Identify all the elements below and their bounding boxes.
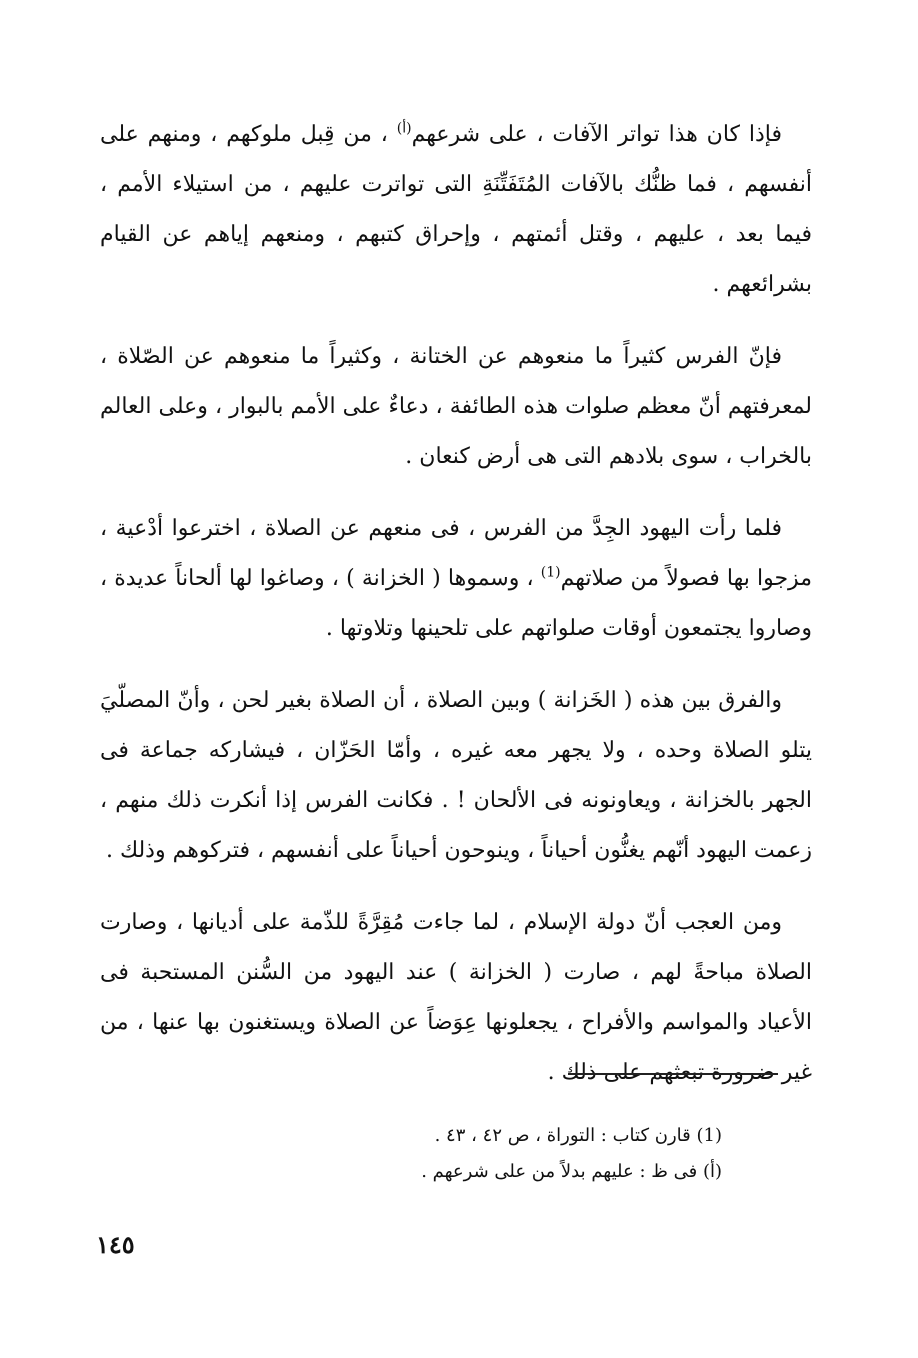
page-number: ١٤٥ <box>96 1230 135 1259</box>
paragraph-4 <box>100 676 812 876</box>
paragraph-5-text: ومن العجب أنّ دولة الإسلام ، لما جاءت مُقِرَّةً للذّمة على أديانها ، وصارت الصلاة مباحةً لهم ، صارت ( الخزانة ) عند اليهود من السُّنن المستحبة فى الأعياد والمواسم والأفراح ، يجعلونها عِوَضاً عن الصلاة ويستغنون بها عنها ، من غير ضرورة تبعثهم على ذلك . <box>100 910 812 1085</box>
paragraph-2 <box>100 332 812 482</box>
main-text <box>100 110 812 1120</box>
footnote-ref-1: (1) <box>540 564 561 581</box>
footnotes <box>300 1118 722 1190</box>
footnote-a <box>300 1154 722 1190</box>
paragraph-2-text: فإنّ الفرس كثيراً ما منعوهم عن الختانة ، وكثيراً ما منعوهم عن الصّلاة ، لمعرفتهم أنّ معظم صلوات هذه الطائفة ، دعاءٌ على الأمم بالبوار ، وعلى العالم بالخراب ، سوى بلادهم التى هى أرض كنعان . <box>100 344 812 469</box>
paragraph-1-after-note: ، من قِبل ملوكهم ، ومنهم على أنفسهم ، فما ظنُّك بالآفات المُتَفَتِّنَةِ التى تواترت عليهم ، من استيلاء الأمم ، فيما بعد ، عليهم ، وقتل أئمتهم ، وإحراق كتبهم ، ومنعهم إياهم عن القيام بشرائعهم . <box>100 122 812 297</box>
paragraph-1-before-note: فإذا كان هذا تواتر الآفات ، على شرعهم <box>411 122 782 147</box>
paragraph-5 <box>100 898 812 1098</box>
footnote-1-marker: (1) <box>696 1125 722 1146</box>
footnote-a-text: فى ظ : عليهم بدلاً من على شرعهم . <box>421 1161 698 1182</box>
footnote-ref-a: (أ) <box>396 120 412 137</box>
paragraph-3 <box>100 504 812 654</box>
paragraph-4-text: والفرق بين هذه ( الخَزانة ) وبين الصلاة ، أن الصلاة بغير لحن ، وأنّ المصلّيَ يتلو الصلاة وحده ، ولا يجهر معه غيره ، وأمّا الحَزّان ، فيشاركه جماعة فى الجهر بالخزانة ، ويعاونونه فى الألحان ! . فكانت الفرس إذا أنكرت ذلك منهم ، زعمت اليهود أنّهم يغنُّون أحياناً ، وينوحون أحياناً على أنفسهم ، فتركوهم وذلك . <box>100 688 812 863</box>
paragraph-3-before-note: فلما رأت اليهود الجِدَّ من الفرس ، فى منعهم عن الصلاة ، اخترعوا أدْعية ، مزجوا بها فصولاً من صلاتهم <box>100 516 812 591</box>
paragraph-3-after-note: ، وسموها ( الخزانة ) ، وصاغوا لها ألحاناً عديدة ، وصاروا يجتمعون أوقات صلواتهم على تلحينها وتلاوتها . <box>100 566 812 641</box>
footnote-1 <box>300 1118 722 1154</box>
footnote-divider <box>568 1073 778 1075</box>
footnote-a-marker: (أ) <box>702 1161 722 1182</box>
paragraph-1 <box>100 110 812 310</box>
footnote-1-text: قارن كتاب : التوراة ، ص ٤٢ ، ٤٣ . <box>434 1125 691 1146</box>
